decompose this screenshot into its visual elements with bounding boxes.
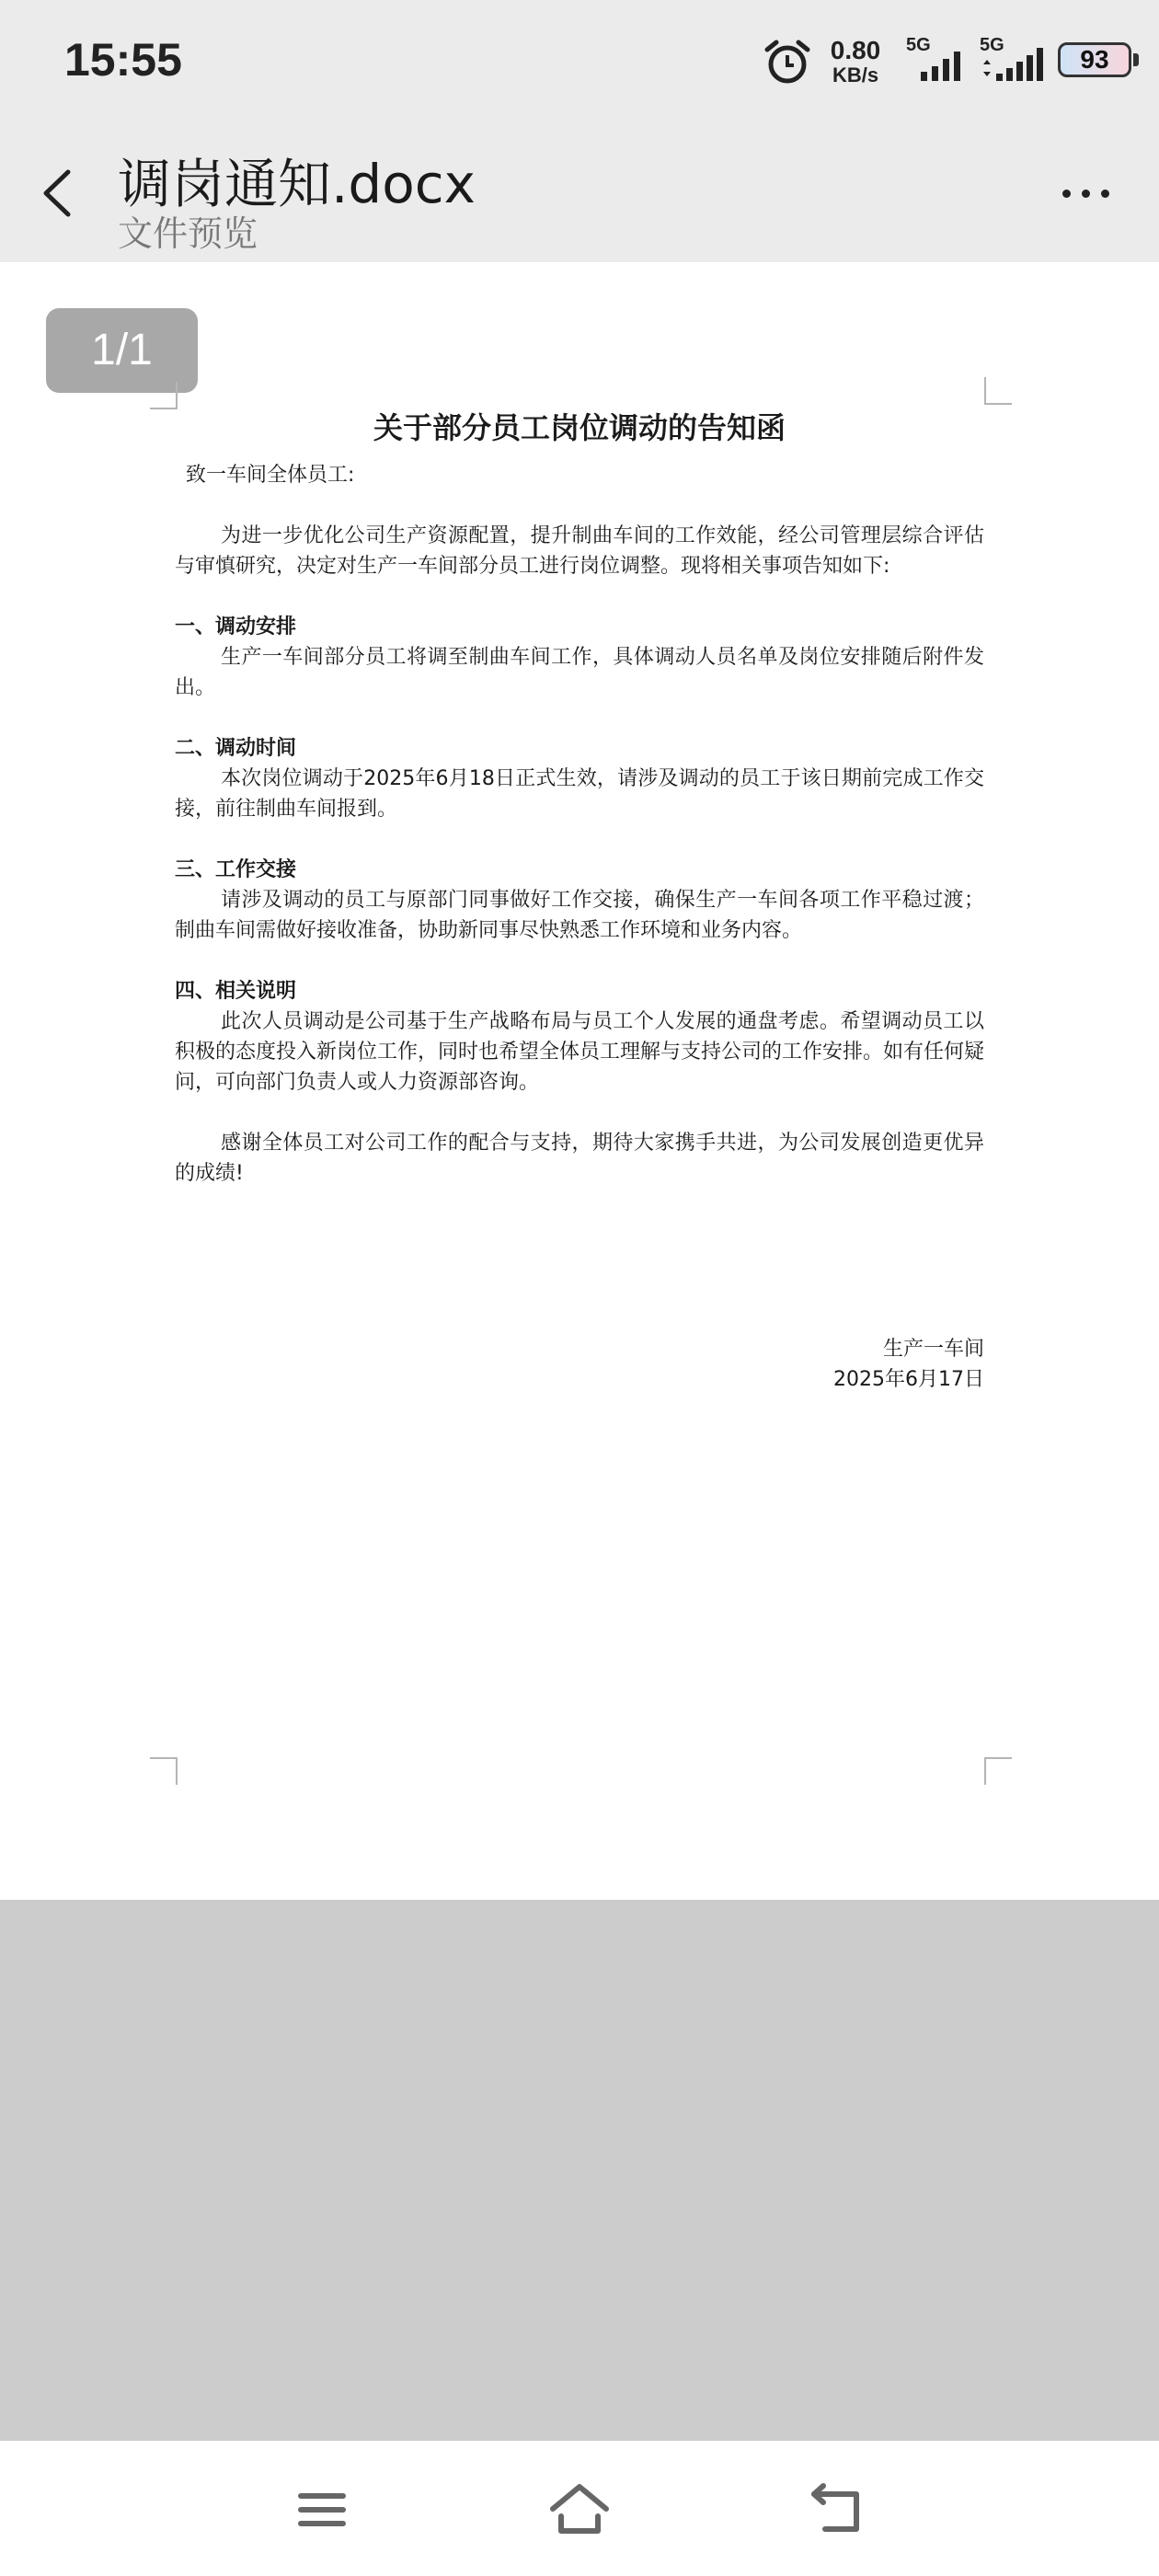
closing-paragraph: 感谢全体员工对公司工作的配合与支持，期待大家携手共进，为公司发展创造更优异的成绩! bbox=[175, 1132, 984, 1185]
menu-icon bbox=[290, 2478, 354, 2542]
nav-menu-button[interactable] bbox=[290, 2478, 354, 2542]
more-dot bbox=[1101, 190, 1109, 198]
signal-icon bbox=[906, 37, 970, 83]
page-indicator: 1/1 bbox=[46, 308, 198, 393]
net-speed bbox=[823, 37, 888, 86]
salutation: 致一车间全体员工: bbox=[186, 464, 355, 487]
more-dot bbox=[1082, 190, 1090, 198]
nav-home-button[interactable] bbox=[547, 2478, 612, 2542]
section-body: 请涉及调动的员工与原部门同事做好工作交接，确保生产一车间各项工作平稳过渡；制曲车间需做好接收准备，协助新同事尽快熟悉工作环境和业务内容。 bbox=[175, 889, 984, 942]
more-horizontal-icon bbox=[1062, 190, 1071, 198]
battery-tip bbox=[1133, 53, 1139, 66]
letter-body bbox=[175, 405, 985, 1391]
signature-block bbox=[833, 1334, 984, 1395]
section-body: 生产一车间部分员工将调至制曲车间工作，具体调动人员名单及岗位安排随后附件发出。 bbox=[175, 646, 984, 699]
battery-icon bbox=[1058, 42, 1131, 77]
app-header bbox=[0, 124, 1159, 262]
section-heading: 四、相关说明 bbox=[175, 980, 297, 1003]
system-nav-bar bbox=[0, 2441, 1159, 2576]
signature-org: 生产一车间 bbox=[882, 1338, 984, 1361]
intro-paragraph: 为进一步优化公司生产资源配置，提升制曲车间的工作效能，经公司管理层综合评估与审慎研究，决定对生产一车间部分员工进行岗位调整。现将相关事项告知如下: bbox=[175, 524, 984, 578]
battery-level: 93 bbox=[1080, 45, 1109, 74]
home-icon bbox=[547, 2478, 612, 2542]
spacer bbox=[175, 1098, 984, 1128]
signal-2-label: 5G bbox=[980, 35, 1004, 55]
preview-background bbox=[0, 1900, 1159, 2441]
chevron-left-icon bbox=[28, 161, 92, 225]
signature-date: 2025年6月17日 bbox=[833, 1368, 984, 1391]
status-time: 15:55 bbox=[64, 34, 182, 86]
section-heading: 二、调动时间 bbox=[175, 737, 297, 760]
net-speed-unit: KB/s bbox=[832, 63, 879, 86]
back-button[interactable] bbox=[28, 161, 92, 225]
alarm-icon bbox=[763, 39, 811, 86]
signal-1-label: 5G bbox=[906, 35, 931, 55]
document-title: 调岗通知.docx bbox=[118, 153, 476, 215]
more-options-button[interactable] bbox=[1049, 170, 1122, 216]
nav-back-button[interactable] bbox=[805, 2478, 869, 2542]
page-corner-mark bbox=[150, 1757, 178, 1785]
signal-2 bbox=[980, 37, 1044, 83]
signal-1 bbox=[906, 37, 970, 83]
section-heading: 三、工作交接 bbox=[175, 858, 297, 881]
signal-icon bbox=[980, 37, 1049, 83]
section-heading: 一、调动安排 bbox=[175, 615, 297, 638]
page-corner-mark bbox=[150, 382, 178, 409]
document-subtitle: 文件预览 bbox=[118, 213, 258, 254]
net-speed-value: 0.80 bbox=[830, 36, 881, 64]
section-body: 本次岗位调动于2025年6月18日正式生效，请涉及调动的员工于该日期前完成工作交接，前往制曲车间报到。 bbox=[175, 767, 984, 821]
back-icon bbox=[805, 2478, 869, 2542]
page-corner-mark bbox=[984, 1757, 1012, 1785]
page-corner-mark bbox=[984, 377, 1012, 405]
document-preview[interactable] bbox=[0, 262, 1159, 1900]
section-body: 此次人员调动是公司基于生产战略布局与员工个人发展的通盘考虑。希望调动员工以积极的态度投入新岗位工作，同时也希望全体员工理解与支持公司的工作安排。如有任何疑问，可向部门负责人或人力资源部咨询。 bbox=[175, 1010, 985, 1094]
letter-title: 关于部分员工岗位调动的告知函 bbox=[373, 410, 786, 445]
status-bar bbox=[0, 0, 1159, 124]
